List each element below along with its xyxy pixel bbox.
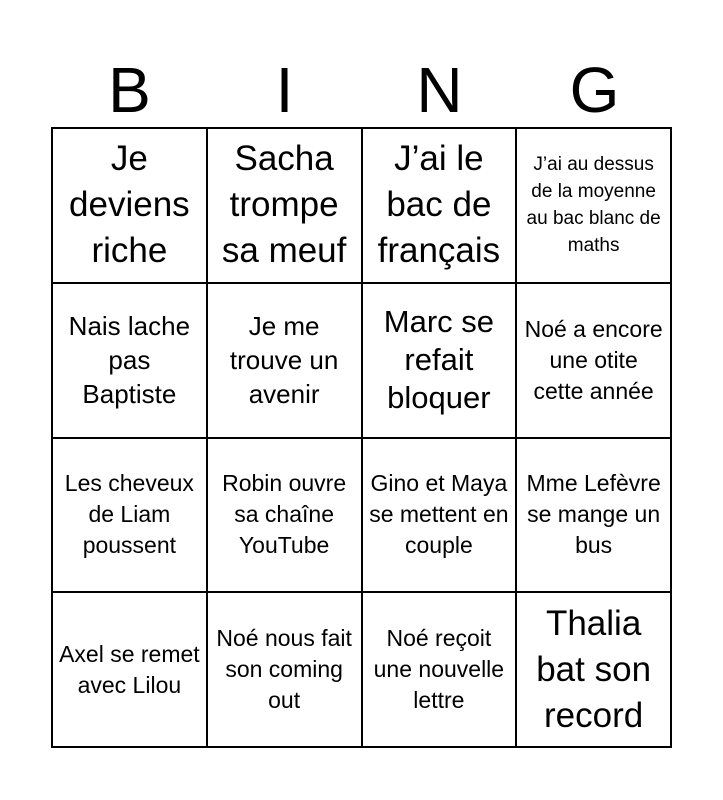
header-letter-g: G	[569, 54, 620, 126]
bingo-cell-text: Gino et Maya se mettent en couple	[369, 470, 509, 559]
bingo-cell[interactable]	[207, 592, 362, 747]
bingo-cell-text: Sacha trompe sa meuf	[221, 139, 347, 271]
bingo-cell[interactable]	[516, 438, 671, 593]
bingo-cell-text: Robin ouvre sa chaîne YouTube	[222, 470, 347, 559]
bingo-cell[interactable]	[362, 592, 517, 747]
bingo-cell-text: Noé a encore une otite cette année	[524, 315, 663, 404]
bingo-cell[interactable]	[207, 283, 362, 438]
bingo-cell[interactable]	[516, 283, 671, 438]
bingo-cell[interactable]	[52, 438, 207, 593]
bingo-cell-text: Marc se refait bloquer	[383, 304, 494, 416]
bingo-cell-text: Nais lache pas Baptiste	[68, 311, 191, 410]
bingo-cell[interactable]	[52, 592, 207, 747]
bingo-cell[interactable]	[362, 438, 517, 593]
bingo-cell[interactable]	[207, 438, 362, 593]
bingo-cell[interactable]	[362, 128, 517, 283]
bingo-cell-text: J’ai le bac de français	[377, 139, 501, 271]
bingo-cell[interactable]	[207, 128, 362, 283]
bingo-grid	[51, 127, 672, 748]
bingo-cell[interactable]	[52, 128, 207, 283]
bingo-cell[interactable]	[516, 128, 671, 283]
bingo-cell-text: Mme Lefèvre se mange un bus	[526, 470, 661, 559]
header-letter-i: I	[275, 54, 294, 126]
header-letter-n: N	[416, 54, 463, 126]
bingo-cell-text: Noé reçoit une nouvelle lettre	[373, 625, 505, 714]
bingo-cell[interactable]	[52, 283, 207, 438]
bingo-cell-text: Noé nous fait son coming out	[216, 625, 352, 714]
bingo-cell-text: Je deviens riche	[69, 139, 190, 271]
header-letter-b: B	[108, 54, 151, 126]
bingo-cell-text: Les cheveux de Liam poussent	[64, 470, 194, 559]
bingo-cell-text: Thalia bat son record	[536, 603, 652, 735]
bingo-cell[interactable]	[362, 283, 517, 438]
bingo-cell-text: Je me trouve un avenir	[229, 311, 339, 410]
bingo-cell-text: J’ai au dessus de la moyenne au bac blanc de maths	[526, 154, 661, 257]
bingo-cell-text: Axel se remet avec Lilou	[59, 640, 200, 698]
bingo-cell[interactable]	[516, 592, 671, 747]
bingo-header	[52, 52, 672, 128]
